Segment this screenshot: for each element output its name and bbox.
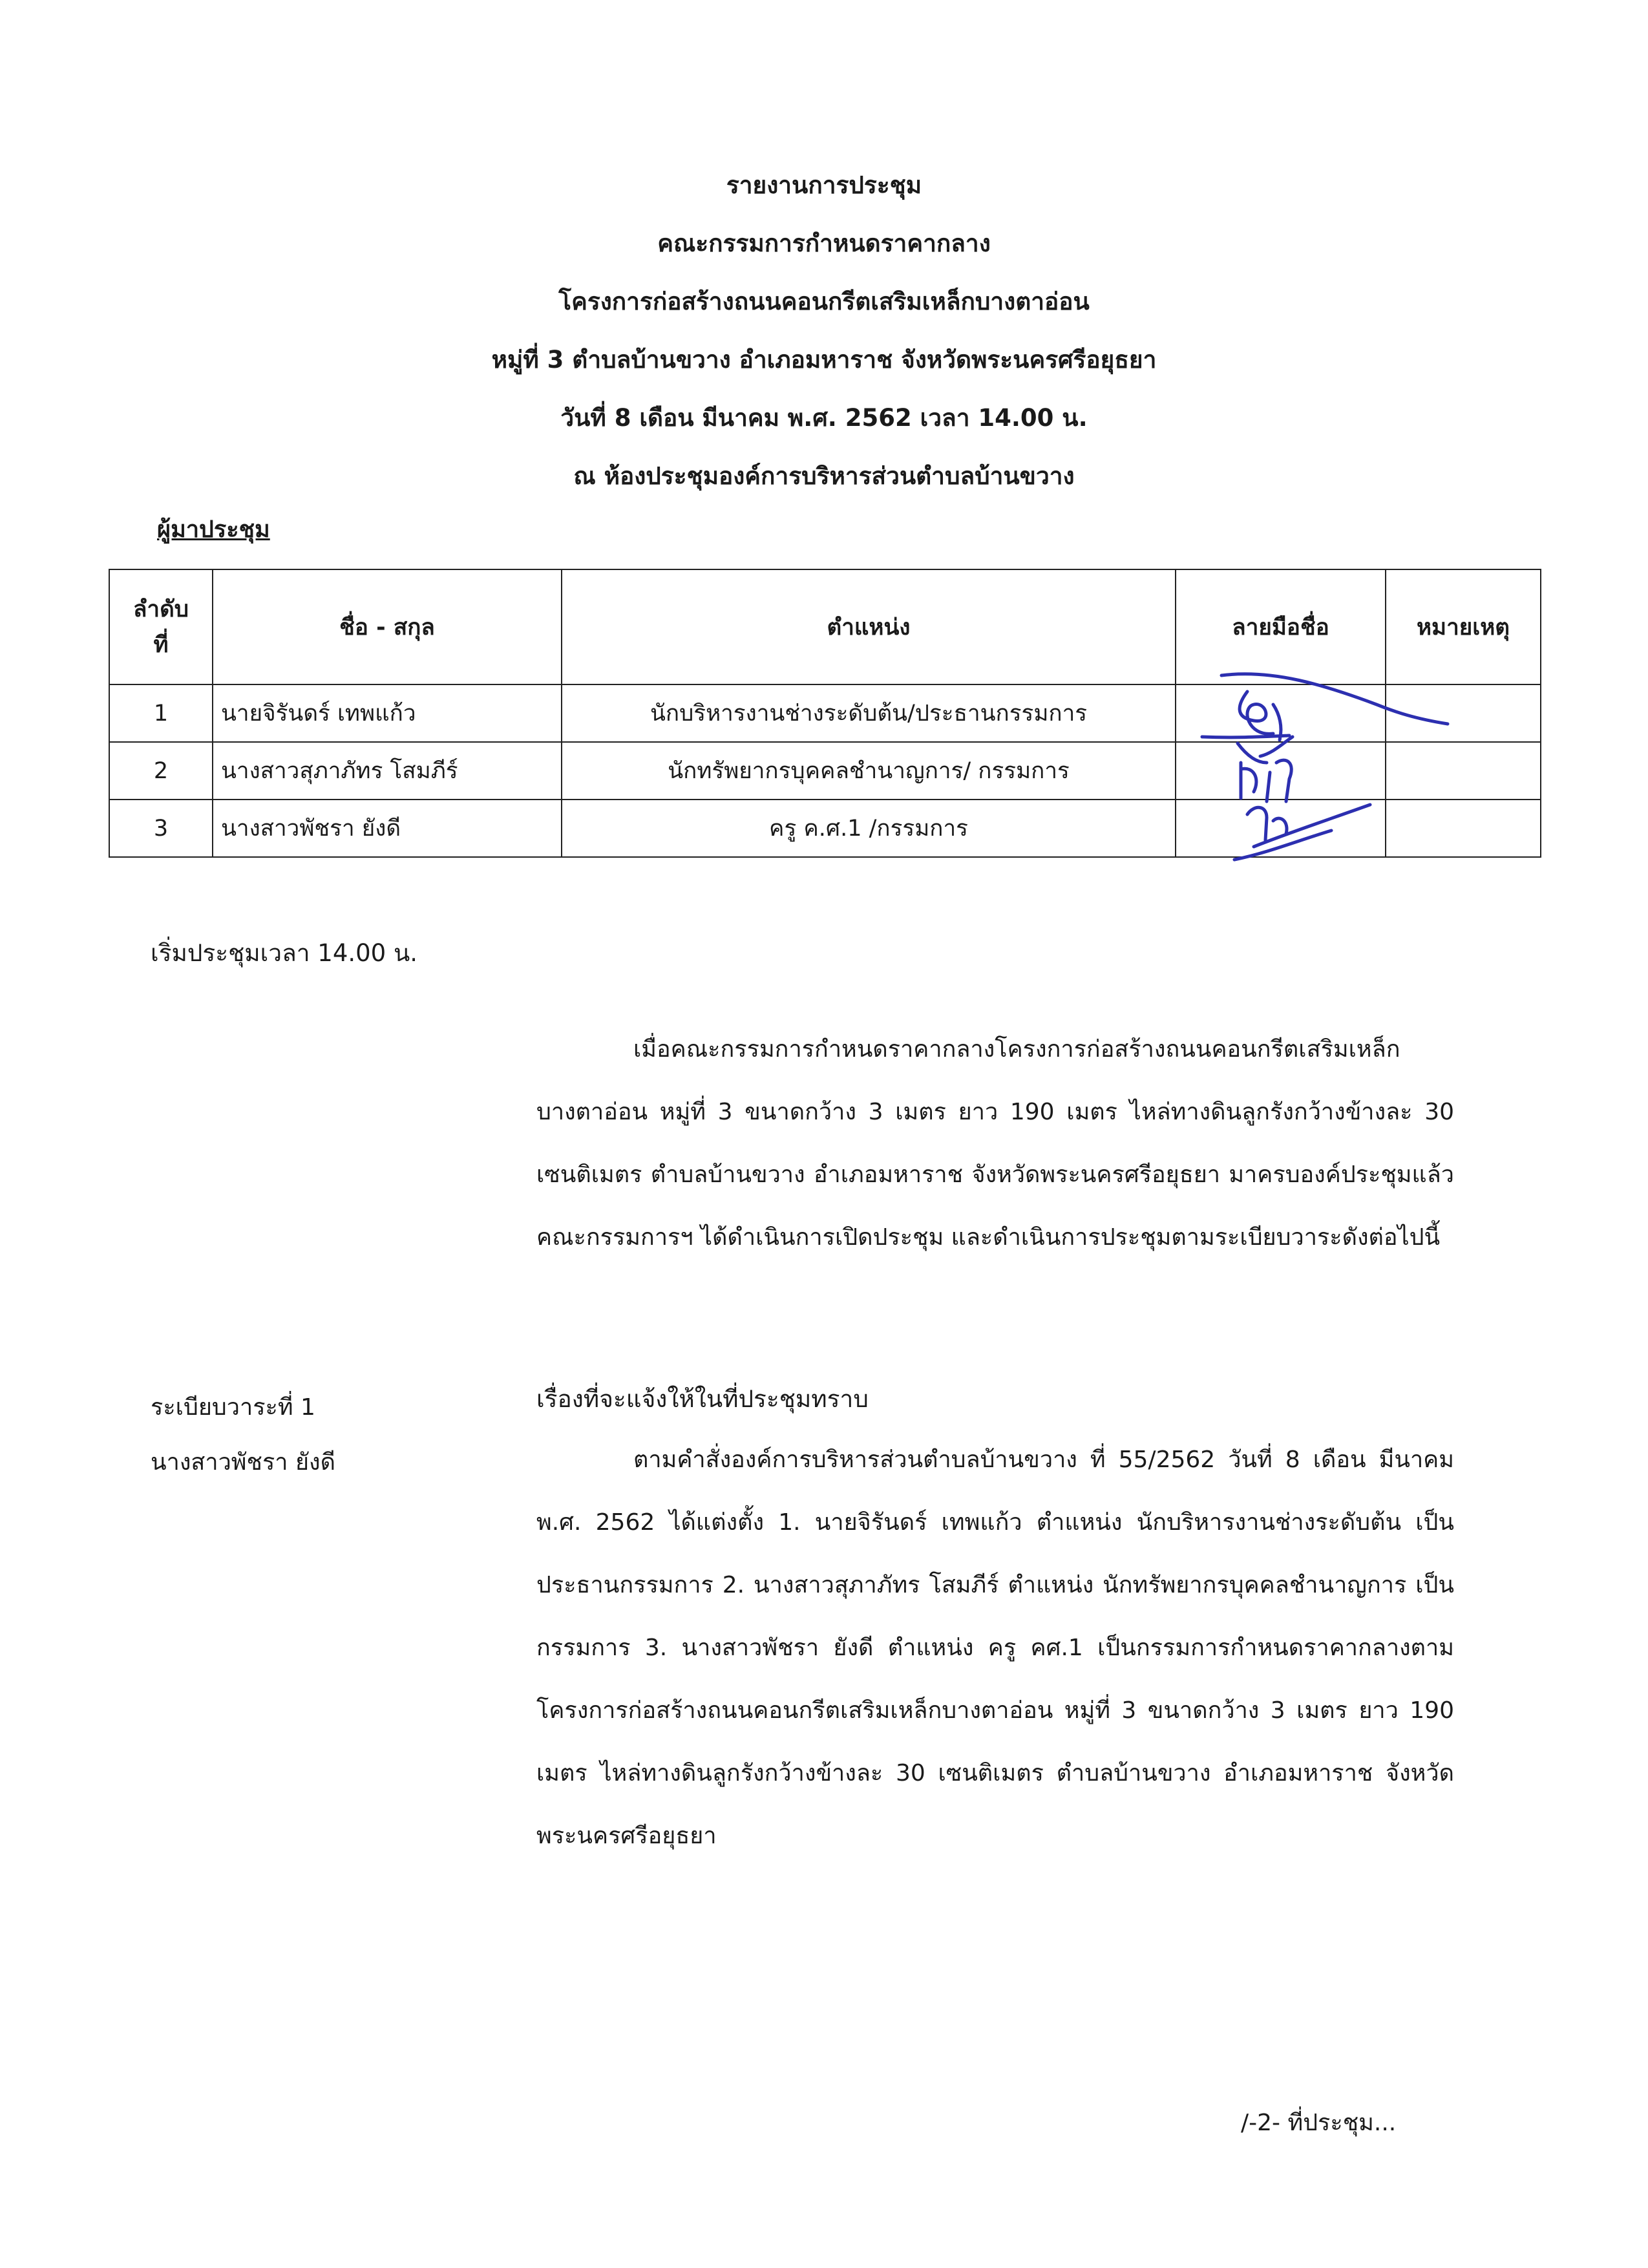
agenda-1-body-text: ตามคำสั่งองค์การบริหารส่วนตำบลบ้านขวาง ที่ 55/2562 วันที่ 8 เดือน มีนาคม พ.ศ. 2562 ได้แต่งตั้ง 1. นายจิรันดร์ เทพแก้ว ตำแหน่ง นักบริหารงานช่างระดับต้น เป็นประธานกรรมการ 2. นางสาวสุภาภัทร โสมภีร์ ตำแหน่ง นักทรัพยากรบุคคลชำนาญการ เป็นกรรมการ 3. นางสาวพัชรา ยังดี ตำแหน่ง ครู คศ.1 เป็นกรรมการกำหนดราคากลางตามโครงการก่อสร้างถนนคอนกรีตเสริมเหล็กบางตาอ่อน หมู่ที่ 3 ขนาดกว้าง 3 เมตร ยาว 190 เมตร ไหล่ทางดินลูกรังกว้างข้างละ 30 เซนติเมตร ตำบลบ้านขวาง อำเภอมหาราช จังหวัดพระนครศรีอยุธยา: [536, 1447, 1454, 1849]
col-header-position: ตำแหน่ง: [562, 569, 1176, 684]
cell-position: นักทรัพยากรบุคคลชำนาญการ/ กรรมการ: [562, 742, 1176, 800]
cell-name: นายจิรันดร์ เทพแก้ว: [213, 684, 562, 742]
cell-name: นางสาวพัชรา ยังดี: [213, 800, 562, 857]
cell-no: 2: [109, 742, 213, 800]
opening-paragraph: [536, 1018, 1454, 1269]
header-location: หมู่ที่ 3 ตำบลบ้านขวาง อำเภอมหาราช จังหวัดพระนครศรีอยุธยา: [491, 346, 1157, 374]
opening-paragraph-text: เมื่อคณะกรรมการกำหนดราคากลางโครงการก่อสร้างถนนคอนกรีตเสริมเหล็กบางตาอ่อน หมู่ที่ 3 ขนาดกว้าง 3 เมตร ยาว 190 เมตร ไหล่ทางดินลูกรังกว้างข้างละ 30 เซนติเมตร ตำบลบ้านขวาง อำเภอมหาราช จังหวัดพระนครศรีอยุธยา มาครบองค์ประชุมแล้ว คณะกรรมการฯ ได้ดำเนินการเปิดประชุม และดำเนินการประชุมตามระเบียบวาระดังต่อไปนี้: [536, 1036, 1454, 1251]
cell-name: นางสาวสุภาภัทร โสมภีร์: [213, 742, 562, 800]
header-date: วันที่ 8 เดือน มีนาคม พ.ศ. 2562 เวลา 14.00 น.: [560, 404, 1088, 432]
meeting-start-time: เริ่มประชุมเวลา 14.00 น.: [151, 939, 418, 967]
signature-3: [1234, 805, 1370, 860]
cell-position: นักบริหารงานช่างระดับต้น/ประธานกรรมการ: [562, 684, 1176, 742]
signature-2: [1238, 737, 1293, 801]
handwritten-signatures: [1176, 666, 1461, 873]
attendees-label: ผู้มาประชุม: [157, 516, 270, 543]
header-title: รายงานการประชุม: [726, 171, 922, 199]
agenda-1-label-block: [151, 1380, 335, 1490]
header-committee: คณะกรรมการกำหนดราคากลาง: [657, 229, 991, 257]
report-header: [0, 171, 1648, 520]
cell-no: 1: [109, 684, 213, 742]
col-header-name: ชื่อ - สกุล: [213, 569, 562, 684]
agenda-1-speaker: นางสาวพัชรา ยังดี: [151, 1449, 336, 1476]
col-header-no: [109, 569, 213, 684]
agenda-1-body: [536, 1428, 1454, 1867]
header-venue: ณ ห้องประชุมองค์การบริหารส่วนตำบลบ้านขวาง: [573, 462, 1075, 490]
col-header-signature: ลายมือชื่อ: [1176, 569, 1386, 684]
agenda-1-label: ระเบียบวาระที่ 1: [151, 1394, 315, 1421]
agenda-1-title: เรื่องที่จะแจ้งให้ในที่ประชุมทราบ: [536, 1385, 869, 1413]
page-continuation: /-2- ที่ประชุม...: [1241, 2110, 1397, 2136]
signature-1: [1202, 674, 1448, 740]
cell-position: ครู ค.ศ.1 /กรรมการ: [562, 800, 1176, 857]
col-header-note: หมายเหตุ: [1386, 569, 1541, 684]
col-header-no-line2: ที่: [153, 632, 169, 658]
header-project: โครงการก่อสร้างถนนคอนกรีตเสริมเหล็กบางตาอ่อน: [558, 288, 1090, 315]
col-header-no-line1: ลำดับ: [132, 597, 189, 622]
cell-no: 3: [109, 800, 213, 857]
